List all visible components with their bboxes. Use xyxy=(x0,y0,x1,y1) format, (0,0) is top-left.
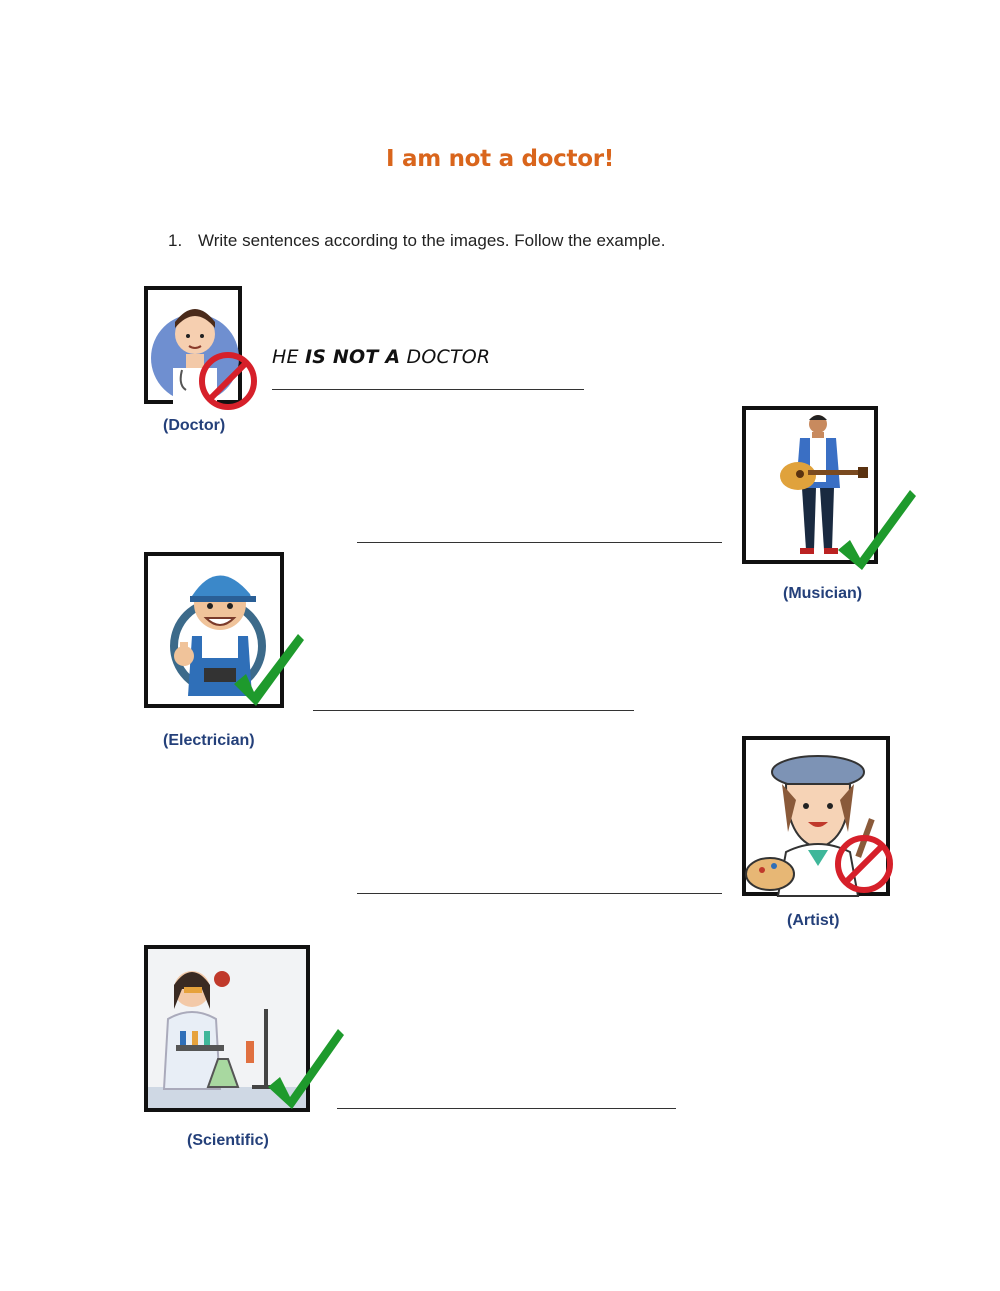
instruction-number: 1. xyxy=(168,231,183,250)
caption-musician: (Musician) xyxy=(783,585,863,602)
caption-scientific: (Scientific) xyxy=(187,1132,269,1149)
instruction xyxy=(168,231,665,251)
answer-line-doctor[interactable] xyxy=(272,389,584,390)
artist-picture xyxy=(742,736,890,896)
scientist-picture xyxy=(144,945,310,1112)
electrician-picture xyxy=(144,552,284,708)
doctor-picture xyxy=(144,286,242,404)
caption-electrician: (Electrician) xyxy=(163,732,255,749)
answer-line-electrician[interactable] xyxy=(313,710,634,711)
musician-picture xyxy=(742,406,878,564)
prohibited-icon xyxy=(746,740,894,900)
page-title: I am not a doctor! xyxy=(386,146,614,172)
caption-artist: (Artist) xyxy=(787,912,840,929)
caption-doctor: (Doctor) xyxy=(163,417,226,434)
answer-line-artist[interactable] xyxy=(357,893,722,894)
checkmark-icon xyxy=(148,556,288,712)
instruction-text: Write sentences according to the images. Follow the example. xyxy=(198,231,666,250)
checkmark-icon xyxy=(746,410,882,568)
prohibited-icon xyxy=(148,290,246,408)
example-sentence: HE IS NOT A DOCTOR xyxy=(272,346,491,368)
checkmark-icon xyxy=(148,949,314,1116)
answer-line-musician[interactable] xyxy=(357,542,722,543)
answer-line-scientific[interactable] xyxy=(337,1108,676,1109)
